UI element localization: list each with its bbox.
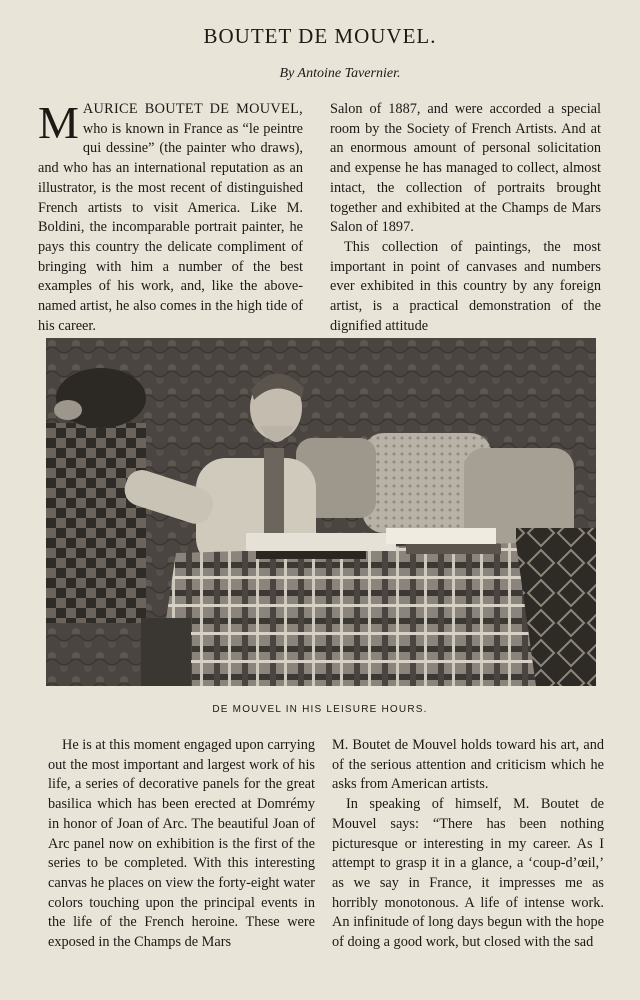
paragraph: He is at this moment engaged upon carrying out the most important and largest work of his life, a series of decorative panels for the great basilica which has been erected at Domrémy in honor of Joan of Arc. The beautiful Joan of Arc panel now on exhibition is the first of the series to be completed. With this interesting canvas he places on view the forty-eight water colors touching upon the principal events in the life of the French heroine. These were exposed in the Champs de Mars (48, 737, 315, 951)
article-byline: By Antoine Tavernier. (279, 66, 401, 81)
column-top-right (330, 100, 601, 336)
paragraph: Salon of 1887, and were accorded a special room by the Society of French Artists. And at an enormous amount of personal solicitation and expense he has managed to collect, almost intact, the collection of portraits brought together and exhibited at the Champs de Mars Salon of 1897. (330, 101, 601, 236)
column-top-left (38, 97, 303, 336)
paragraph: This collection of paintings, the most important in point of canvases and numbers ever exhibited in this country by any foreign artist, is a practical demonstration of the dignified attitude (330, 238, 601, 334)
paragraph: M. Boutet de Mouvel holds toward his art, and of the serious attention and criticism which he asks from American artists. (332, 737, 604, 793)
drop-cap: M (38, 97, 79, 148)
article-title: BOUTET DE MOUVEL. (203, 24, 437, 48)
column-bottom-right (332, 736, 604, 953)
portrait-photo (46, 338, 596, 686)
lead-in: AURICE BOUTET DE MOUVEL, (82, 101, 303, 117)
paragraph (38, 97, 303, 336)
photo-caption: DE MOUVEL IN HIS LEISURE HOURS. (212, 704, 428, 715)
paragraph-text: who is known in France as “le peintre qui dessine” (the painter who draws), and who has an international reputation as an illustrator, is the most recent of distinguished French artists to visit America. Like M. Boldini, the incomparable portrait painter, he pays this country the delicate compliment of bringing with him a number of the best examples of his work, and, like the above-named artist, he also comes in the high tide of his career. (38, 120, 303, 334)
paragraph: In speaking of himself, M. Boutet de Mouvel says: “There has been nothing picturesque or interesting in my career. As I attempt to grasp it in a glance, a ‘coup-d’œil,’ as we say in France, it impresses me as horribly monotonous. A life of intense work. An infinitude of long days begun with the hope of doing a good work, but closed with the sad (332, 796, 604, 951)
column-bottom-left (48, 736, 315, 953)
